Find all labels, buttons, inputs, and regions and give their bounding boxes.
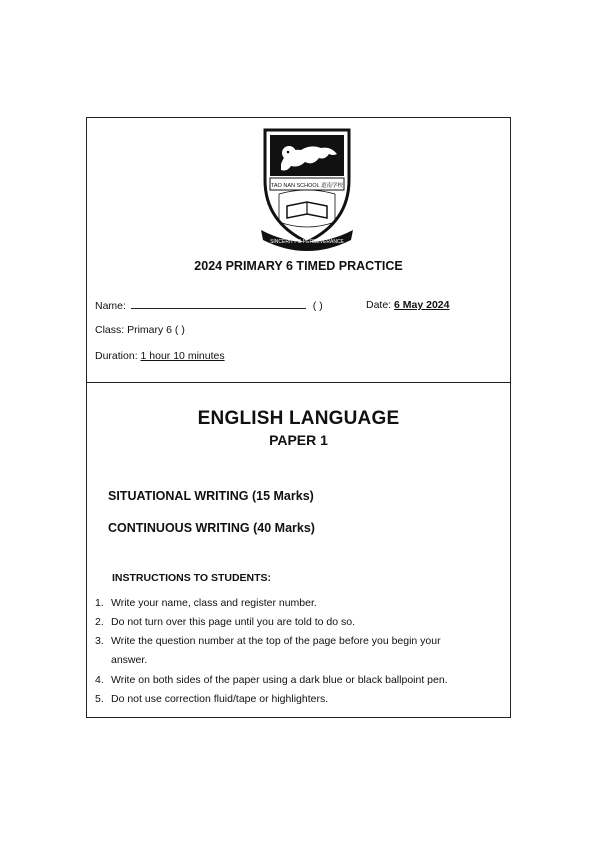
- instruction-item: 1. Write your name, class and register number.: [95, 597, 317, 609]
- duration-label: Duration:: [95, 350, 138, 362]
- header-divider: [87, 382, 510, 383]
- section-continuous-writing: CONTINUOUS WRITING (40 Marks): [108, 521, 315, 535]
- cover-page-frame: [86, 117, 511, 718]
- instruction-item: 5. Do not use correction fluid/tape or highlighters.: [95, 693, 329, 705]
- date-label: Date:: [366, 299, 392, 311]
- name-blank-line: [131, 299, 306, 309]
- subject-title: ENGLISH LANGUAGE: [197, 408, 400, 429]
- instruction-item: 3. Write the question number at the top of the page before you begin your: [95, 635, 441, 647]
- instruction-item: 4. Write on both sides of the paper using a dark blue or black ballpoint pen.: [95, 674, 448, 686]
- svg-text:SINCERITY & PERSEVERANCE: SINCERITY & PERSEVERANCE: [270, 239, 344, 245]
- instruction-item-continued: answer.: [111, 654, 148, 666]
- duration-row: [95, 350, 225, 362]
- class-label: Class: Primary 6 ( ): [95, 324, 185, 336]
- date-row: [366, 299, 450, 311]
- date-value: 6 May 2024: [394, 299, 450, 311]
- school-crest-logo: [259, 126, 355, 252]
- register-brackets: ( ): [312, 300, 323, 312]
- paper-number: PAPER 1: [269, 432, 328, 448]
- svg-text:TAO NAN SCHOOL 道南学校: TAO NAN SCHOOL 道南学校: [270, 183, 344, 189]
- instruction-item: 2. Do not turn over this page until you are told to do so.: [95, 616, 355, 628]
- section-situational-writing: SITUATIONAL WRITING (15 Marks): [108, 489, 314, 503]
- instructions-heading: INSTRUCTIONS TO STUDENTS:: [112, 572, 272, 584]
- name-row: [95, 299, 323, 312]
- practice-title: 2024 PRIMARY 6 TIMED PRACTICE: [194, 259, 403, 273]
- duration-value: 1 hour 10 minutes: [140, 350, 225, 362]
- name-label: Name:: [95, 300, 126, 312]
